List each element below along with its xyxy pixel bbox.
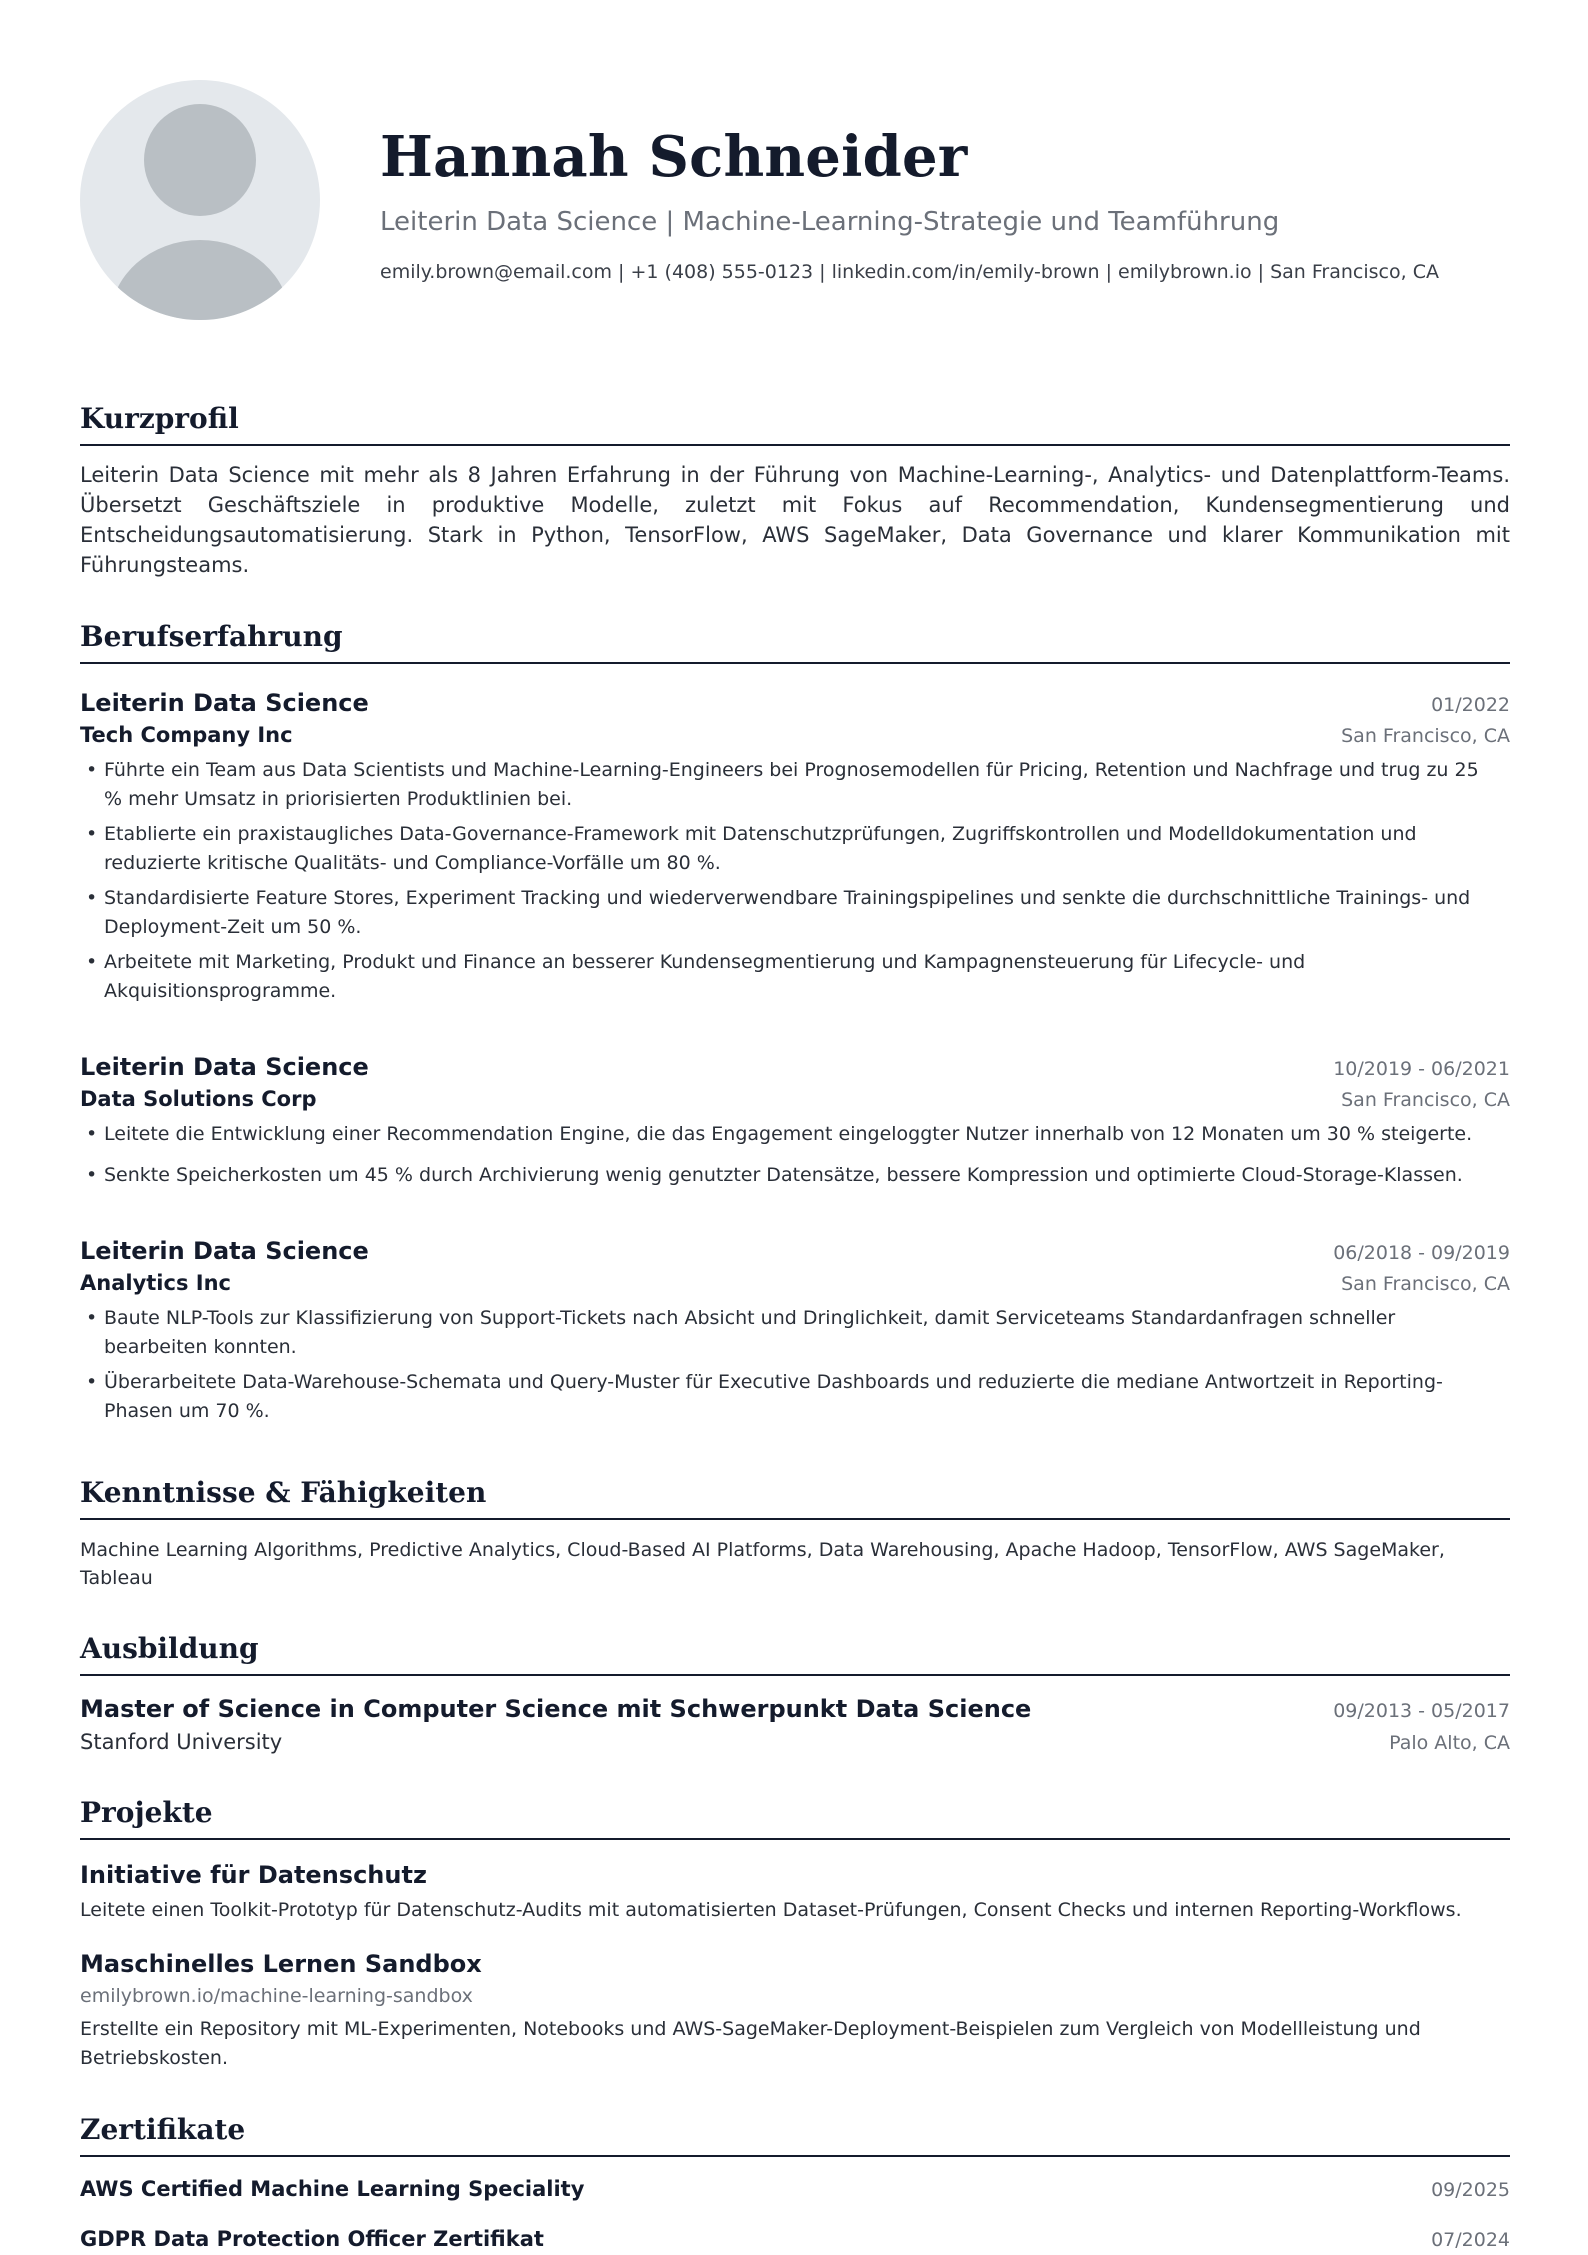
- certificate-name: AWS Certified Machine Learning Speciality: [80, 2177, 585, 2201]
- job-bullet: • Etablierte ein praxistaugliches Data-Governance-Framework mit Datenschutzprüfungen, Zugriffskontrollen und Modelldokumentation und reduzierte kritische Qualitäts- und Compliance-Vorfälle um 80 %.: [104, 820, 1510, 878]
- avatar: [80, 80, 320, 320]
- section-title-experience: Berufserfahrung: [80, 618, 1510, 664]
- job-bullet: • Arbeitete mit Marketing, Produkt und Finance an besserer Kundensegmentierung und Kampagnensteuerung für Lifecycle- und Akquisitionsprogramme.: [104, 948, 1510, 1006]
- project-entry: [80, 1858, 1510, 1925]
- job-bullets: [80, 1304, 1510, 1426]
- avatar-body-shape: [110, 240, 290, 320]
- job-location: San Francisco, CA: [1341, 1273, 1510, 1295]
- job-entry: [80, 1234, 1510, 1426]
- job-entry: [80, 1050, 1510, 1190]
- job-company: Data Solutions Corp: [80, 1087, 317, 1111]
- education-location: Palo Alto, CA: [1389, 1732, 1510, 1754]
- job-location: San Francisco, CA: [1341, 725, 1510, 747]
- job-bullets: [80, 1120, 1510, 1190]
- summary-text: Leiterin Data Science mit mehr als 8 Jahren Erfahrung in der Führung von Machine-Learning-, Analytics- und Datenplattform-Teams. Übersetzt Geschäftsziele in produktive Modelle, zuletzt mit Fokus auf Recommendation, Kundensegmentierung und Entscheidungsautomatisierung. Stark in Python, TensorFlow, AWS SageMaker, Data Governance und klarer Kommunikation mit Führungsteams.: [80, 463, 1510, 577]
- job-company: Tech Company Inc: [80, 723, 293, 747]
- job-bullet: • Standardisierte Feature Stores, Experiment Tracking und wiederverwendbare Trainingspipelines und senkte die durchschnittliche Trainings- und Deployment-Zeit um 50 %.: [104, 884, 1510, 942]
- job-location: San Francisco, CA: [1341, 1089, 1510, 1111]
- candidate-name: Hannah Schneider: [380, 124, 968, 190]
- avatar-head-shape: [144, 104, 256, 216]
- job-entry: [80, 686, 1510, 1006]
- job-bullet: • Senkte Speicherkosten um 45 % durch Archivierung wenig genutzter Datensätze, bessere Kompression und optimierte Cloud-Storage-Klassen.: [104, 1161, 1510, 1190]
- summary-section: [80, 400, 1510, 580]
- project-description: Erstellte ein Repository mit ML-Experimenten, Notebooks und AWS-SageMaker-Deployment-Beispielen zum Vergleich von Modellleistung und Betriebskosten.: [80, 2018, 1421, 2069]
- section-title-summary: Kurzprofil: [80, 400, 1510, 446]
- certificate-date: 07/2024: [1431, 2229, 1510, 2251]
- contact-line: emily.brown@email.com | +1 (408) 555-0123 | linkedin.com/in/emily-brown | emilybrown.io | San Francisco, CA: [380, 261, 1439, 283]
- education-date: 09/2013 - 05/2017: [1333, 1700, 1510, 1722]
- job-title: Leiterin Data Science: [80, 1237, 369, 1265]
- skills-text: Machine Learning Algorithms, Predictive Analytics, Cloud-Based AI Platforms, Data Warehousing, Apache Hadoop, TensorFlow, AWS SageMaker, Tableau: [80, 1539, 1445, 1589]
- candidate-headline: Leiterin Data Science | Machine-Learning-Strategie und Teamführung: [380, 207, 1280, 237]
- certificate-name: GDPR Data Protection Officer Zertifikat: [80, 2227, 544, 2251]
- job-company: Analytics Inc: [80, 1271, 231, 1295]
- education-section: [80, 1630, 1510, 1758]
- job-title: Leiterin Data Science: [80, 1053, 369, 1081]
- section-title-projects: Projekte: [80, 1794, 1510, 1840]
- education-degree: Master of Science in Computer Science mit Schwerpunkt Data Science: [80, 1695, 1032, 1723]
- job-title: Leiterin Data Science: [80, 689, 369, 717]
- section-title-education: Ausbildung: [80, 1630, 1510, 1676]
- project-description: Leitete einen Toolkit-Prototyp für Datenschutz-Audits mit automatisierten Dataset-Prüfungen, Consent Checks und internen Reporting-Workflows.: [80, 1899, 1462, 1921]
- section-title-skills: Kenntnisse & Fähigkeiten: [80, 1474, 1510, 1520]
- project-title: Initiative für Datenschutz: [80, 1861, 427, 1889]
- job-date: 06/2018 - 09/2019: [1333, 1242, 1510, 1264]
- job-date: 01/2022: [1431, 694, 1510, 716]
- job-bullet: • Baute NLP-Tools zur Klassifizierung von Support-Tickets nach Absicht und Dringlichkeit, damit Serviceteams Standardanfragen schneller bearbeiten konnten.: [104, 1304, 1510, 1362]
- resume-page: [80, 0, 1510, 2255]
- project-link[interactable]: emilybrown.io/machine-learning-sandbox: [80, 1985, 473, 2007]
- job-bullet: • Überarbeitete Data-Warehouse-Schemata und Query-Muster für Executive Dashboards und reduzierte die mediane Antwortzeit in Reporting-Phasen um 70 %.: [104, 1368, 1510, 1426]
- education-school: Stanford University: [80, 1730, 283, 1754]
- resume-header: [80, 0, 1510, 330]
- experience-section: [80, 618, 1510, 1426]
- project-entry: [80, 1947, 1510, 2073]
- certificate-entry: [80, 2173, 1510, 2205]
- certificates-section: [80, 2111, 1510, 2255]
- job-bullet: • Führte ein Team aus Data Scientists und Machine-Learning-Engineers bei Prognosemodellen für Pricing, Retention und Nachfrage und trug zu 25 % mehr Umsatz in priorisierten Produktlinien bei.: [104, 756, 1510, 814]
- projects-section: [80, 1794, 1510, 2073]
- section-title-certificates: Zertifikate: [80, 2111, 1510, 2157]
- job-bullets: [80, 756, 1510, 1006]
- job-date: 10/2019 - 06/2021: [1333, 1058, 1510, 1080]
- certificate-date: 09/2025: [1431, 2179, 1510, 2201]
- certificate-entry: [80, 2223, 1510, 2255]
- job-bullet: • Leitete die Entwicklung einer Recommendation Engine, die das Engagement eingeloggter Nutzer innerhalb von 12 Monaten um 30 % steigerte.: [104, 1120, 1510, 1149]
- project-title: Maschinelles Lernen Sandbox: [80, 1950, 482, 1978]
- skills-section: [80, 1474, 1510, 1592]
